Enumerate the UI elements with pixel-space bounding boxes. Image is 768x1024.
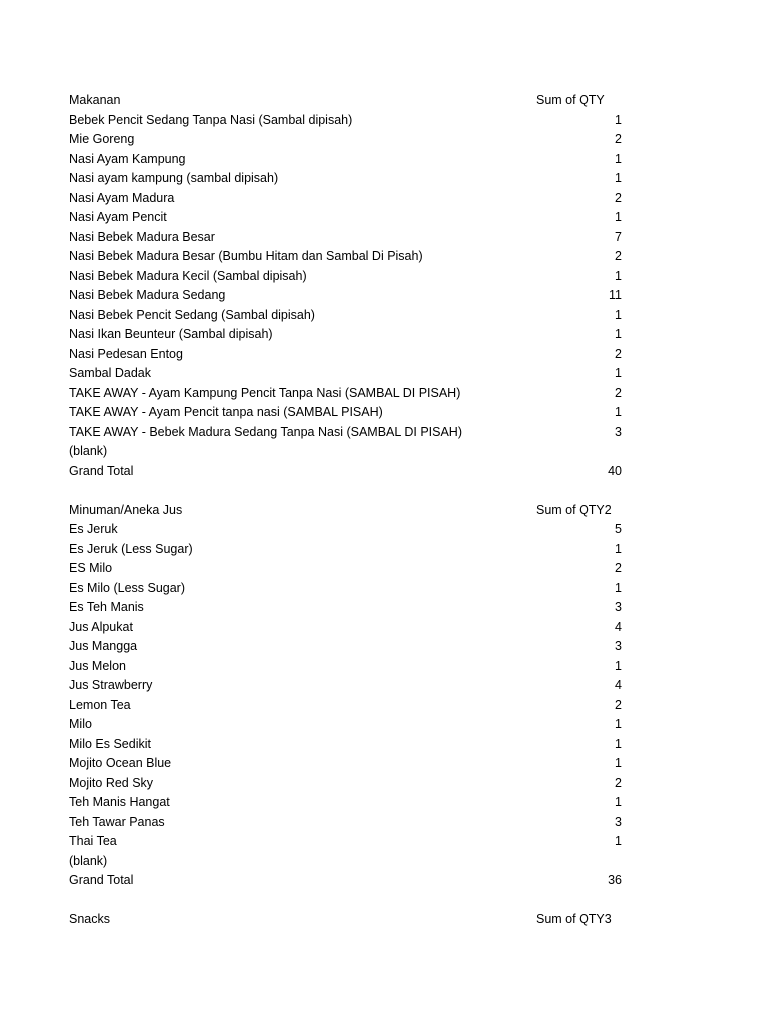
row-qty: 4 [615,619,622,634]
row-label: Nasi Bebek Madura Besar (Bumbu Hitam dan Sambal Di Pisah) [69,249,423,263]
row-qty: 1 [615,795,622,809]
table-row [69,130,629,150]
row-qty: 1 [615,736,622,751]
row-label: Bebek Pencit Sedang Tanpa Nasi (Sambal dipisah) [69,112,353,127]
table-row [69,852,629,872]
table-row [69,345,629,365]
row-label: Milo [69,717,92,731]
grand-total-qty: 40 [608,463,622,478]
row-label: Es Milo (Less Sugar) [69,580,186,595]
row-label: Jus Strawberry [69,678,153,692]
row-qty: 4 [615,678,622,692]
table-row [69,364,629,384]
row-label: Nasi Ayam Pencit [69,210,167,224]
table-row [69,637,629,657]
row-qty: 1 [615,834,622,848]
row-qty: 3 [615,600,622,614]
pivot-table-minuman [69,501,629,891]
pivot-table-makanan [69,91,629,481]
row-label: Thai Tea [69,834,117,848]
pivot-header-label: Snacks [69,912,110,926]
row-label: Nasi Bebek Madura Besar [69,229,215,244]
pivot-header-label: Minuman/Aneka Jus [69,502,183,517]
grand-total-row [69,871,629,891]
row-qty: 1 [615,307,622,322]
table-row [69,267,629,287]
table-row [69,442,629,462]
table-row [69,735,629,755]
row-label: Jus Mangga [69,639,138,653]
pivot-header-row [69,91,629,111]
row-label: Es Teh Manis [69,600,144,614]
row-qty: 1 [615,658,622,673]
table-row [69,813,629,833]
table-row [69,306,629,326]
row-qty: 2 [615,249,622,263]
table-row [69,247,629,267]
row-label: Nasi Bebek Pencit Sedang (Sambal dipisah) [69,307,315,322]
table-row [69,520,629,540]
row-label: Teh Tawar Panas [69,814,165,829]
row-qty: 1 [615,580,622,595]
row-label: Mojito Red Sky [69,775,154,790]
table-row [69,111,629,131]
row-label: Nasi Ikan Beunteur (Sambal dipisah) [69,327,273,341]
table-row [69,384,629,404]
table-row [69,286,629,306]
row-qty: 2 [615,561,622,575]
row-label: Nasi Pedesan Entog [69,346,183,361]
row-label: Jus Melon [69,658,126,673]
row-qty: 11 [609,288,622,302]
row-label: Sambal Dadak [69,366,151,380]
table-row [69,169,629,189]
row-label: Milo Es Sedikit [69,736,151,751]
table-row [69,403,629,423]
table-row [69,598,629,618]
row-qty: 1 [615,756,622,770]
table-row [69,657,629,677]
row-qty: 1 [615,151,622,166]
pivot-header-row [69,910,629,930]
row-label: Jus Alpukat [69,619,133,634]
row-qty: 5 [615,522,622,536]
row-qty: 3 [615,424,622,439]
row-qty: 1 [615,541,622,556]
table-row [69,754,629,774]
grand-total-row [69,462,629,482]
row-qty: 1 [615,268,622,283]
row-qty: 2 [615,190,622,205]
grand-total-qty: 36 [608,873,622,887]
table-row [69,189,629,209]
pivot-sheet [69,91,629,930]
row-label: (blank) [69,853,108,868]
row-qty: 1 [615,405,622,419]
row-label: Nasi Ayam Madura [69,190,175,205]
row-qty: 2 [615,132,622,146]
row-qty: 3 [615,814,622,829]
row-qty: 2 [615,775,622,790]
grand-total-label: Grand Total [69,463,134,478]
table-row [69,423,629,443]
table-row [69,793,629,813]
row-qty: 2 [615,346,622,361]
row-qty: 1 [615,327,622,341]
table-row [69,208,629,228]
table-row [69,559,629,579]
row-label: Teh Manis Hangat [69,795,170,809]
row-qty: 1 [615,366,622,380]
row-qty: 2 [615,385,622,400]
table-row [69,832,629,852]
row-label: TAKE AWAY - Ayam Kampung Pencit Tanpa Nasi (SAMBAL DI PISAH) [69,385,461,400]
row-label: Lemon Tea [69,697,131,712]
table-row [69,696,629,716]
pivot-header-row [69,501,629,521]
row-label: Mojito Ocean Blue [69,756,172,770]
row-label: Nasi ayam kampung (sambal dipisah) [69,171,279,185]
pivot-header-qty: Sum of QTY3 [536,912,612,926]
row-qty: 7 [615,229,622,244]
table-row [69,228,629,248]
row-label: TAKE AWAY - Ayam Pencit tanpa nasi (SAMBAL PISAH) [69,405,383,419]
row-qty: 1 [615,210,622,224]
row-qty: 2 [615,697,622,712]
grand-total-label: Grand Total [69,873,134,887]
pivot-table-snacks [69,910,629,930]
table-row [69,325,629,345]
table-row [69,676,629,696]
row-label: Nasi Bebek Madura Sedang [69,288,226,302]
table-row [69,774,629,794]
table-row [69,618,629,638]
row-label: Es Jeruk (Less Sugar) [69,541,193,556]
row-label: TAKE AWAY - Bebek Madura Sedang Tanpa Nasi (SAMBAL DI PISAH) [69,424,462,439]
table-row [69,540,629,560]
row-label: (blank) [69,444,108,458]
row-qty: 3 [615,639,622,653]
pivot-header-qty: Sum of QTY [536,93,605,107]
row-label: ES Milo [69,561,113,575]
table-row [69,579,629,599]
row-label: Es Jeruk [69,522,118,536]
row-qty: 1 [615,171,622,185]
row-label: Mie Goreng [69,132,135,146]
pivot-header-qty: Sum of QTY2 [536,502,612,517]
row-qty: 1 [615,112,622,127]
row-label: Nasi Ayam Kampung [69,151,186,166]
row-label: Nasi Bebek Madura Kecil (Sambal dipisah) [69,268,307,283]
table-row [69,150,629,170]
pivot-header-label: Makanan [69,93,121,107]
table-row [69,715,629,735]
row-qty: 1 [615,717,622,731]
